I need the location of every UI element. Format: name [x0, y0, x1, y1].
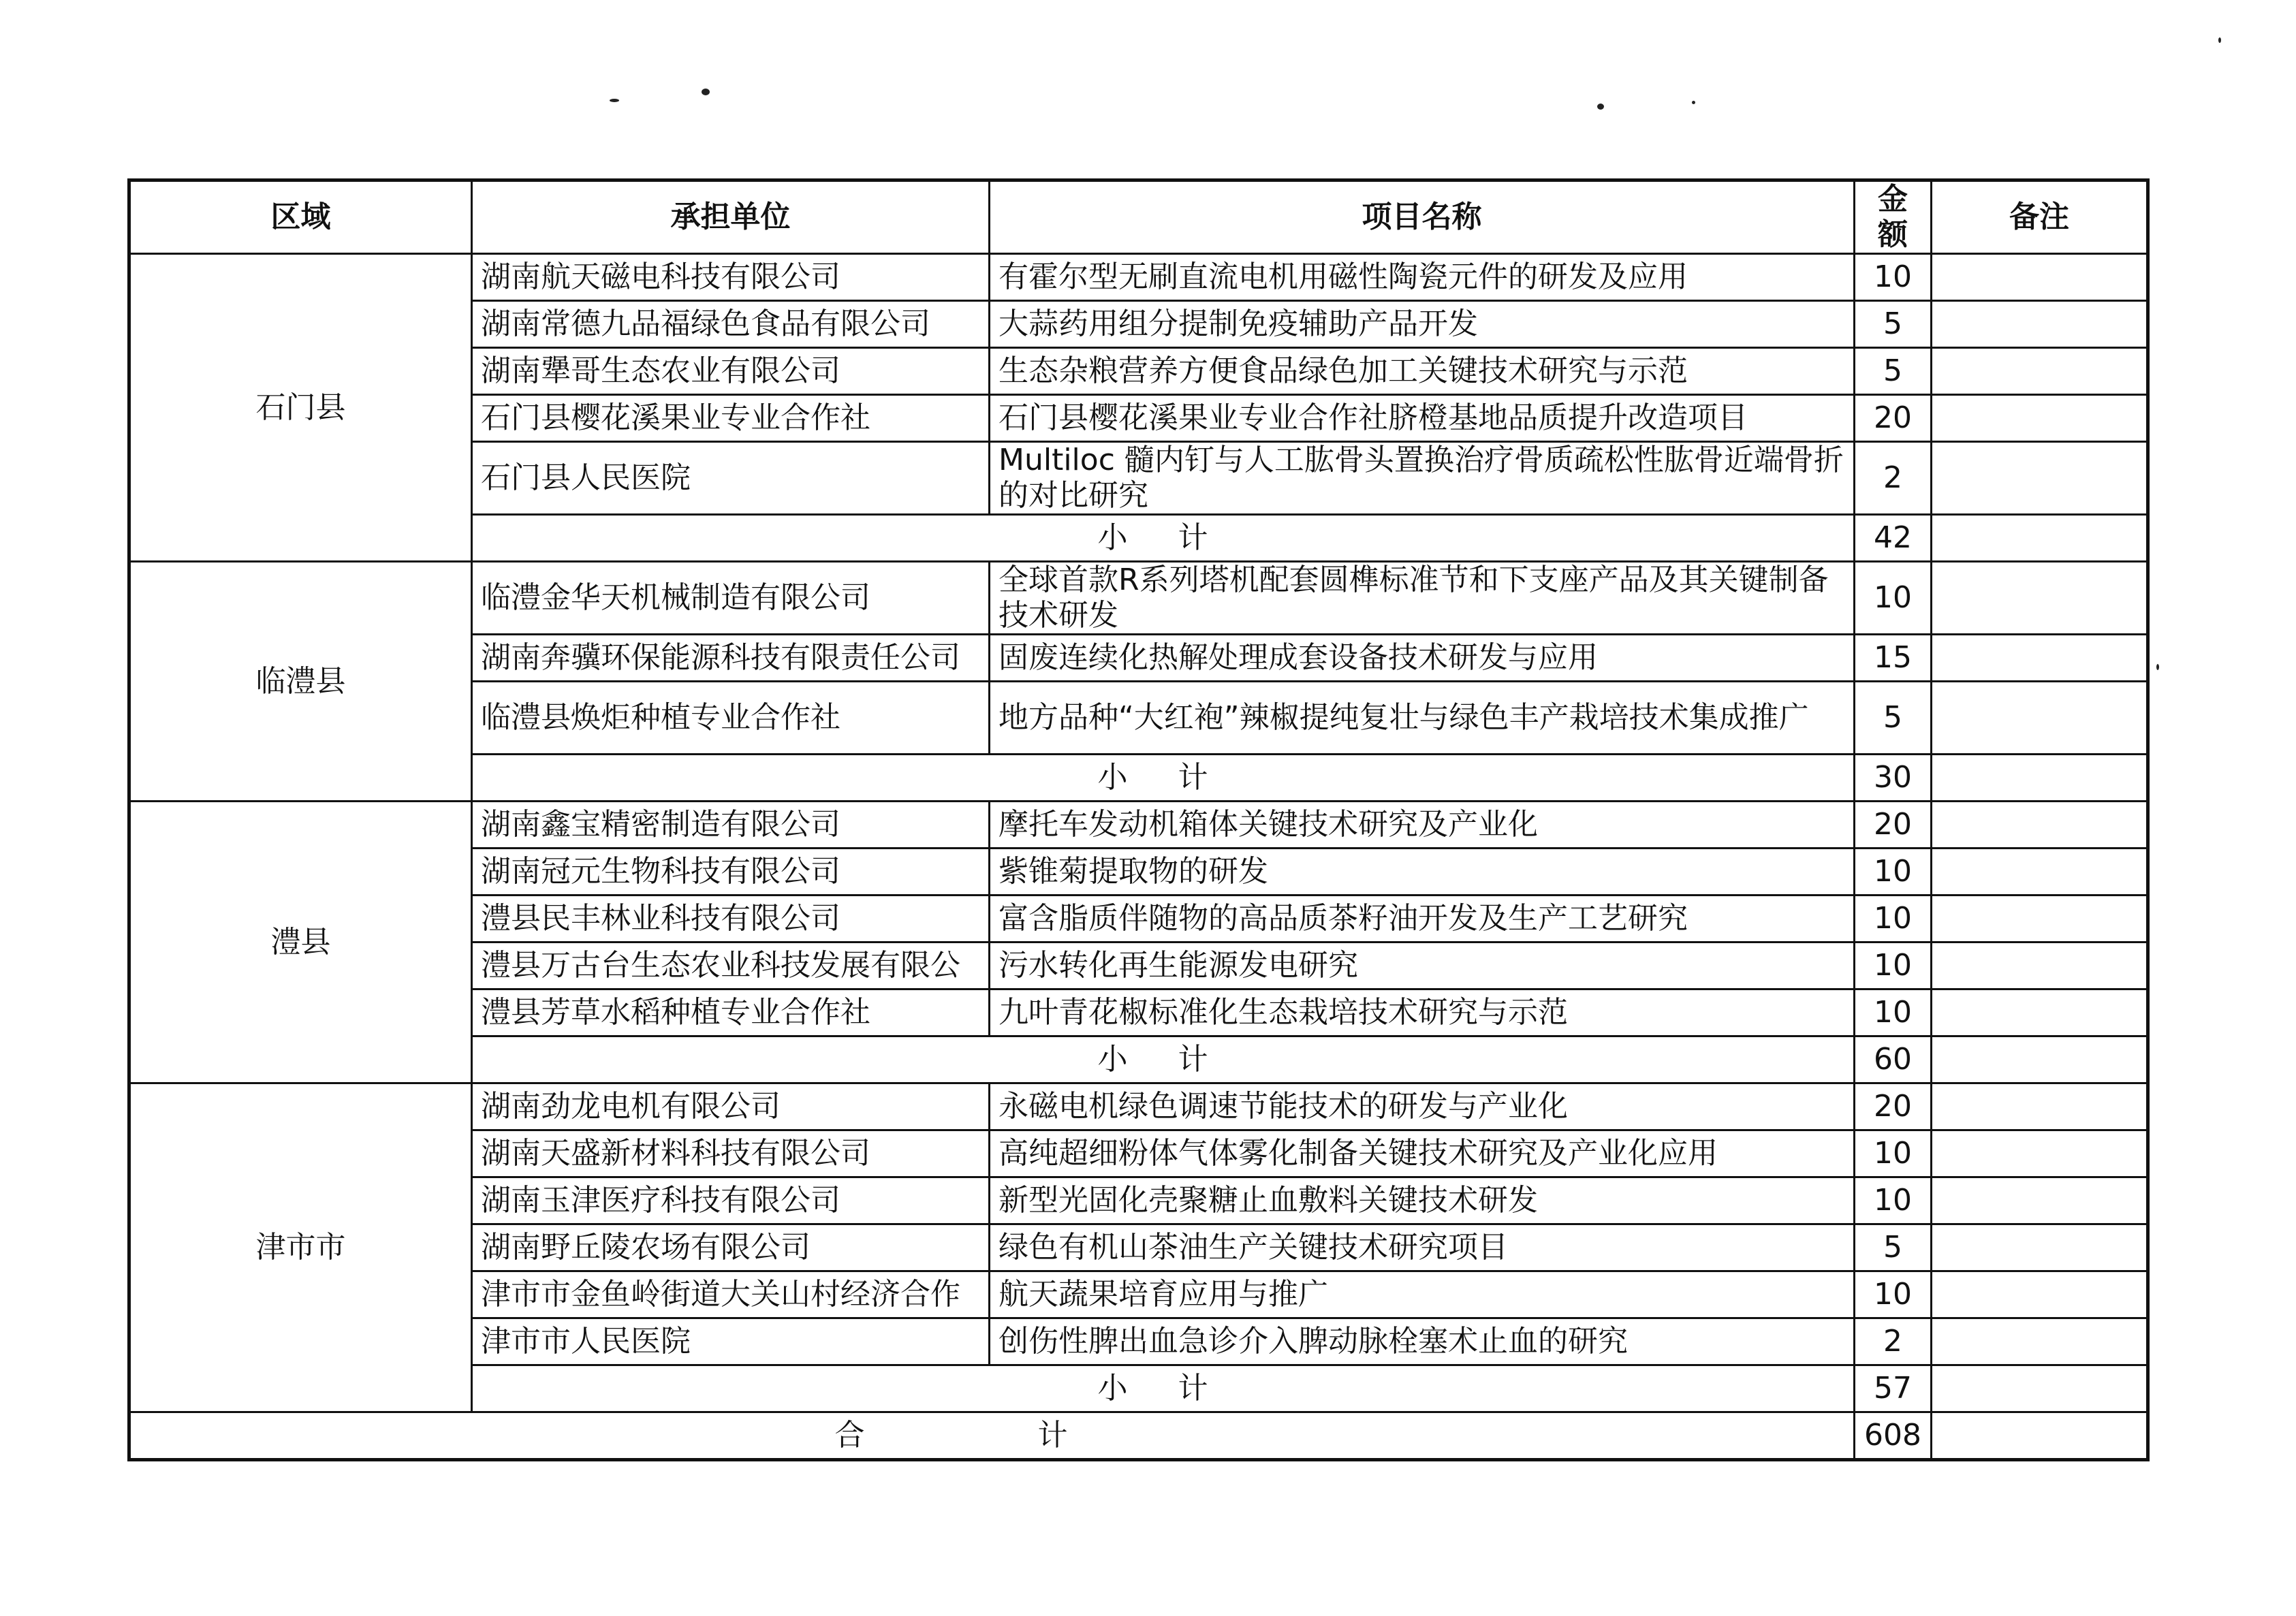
subtotal-label: 小 计 [472, 1365, 1855, 1412]
amount-cell: 15 [1855, 635, 1932, 682]
project-cell: 创伤性脾出血急诊介入脾动脉栓塞术止血的研究 [990, 1318, 1855, 1365]
note-cell [1932, 942, 2148, 989]
note-cell [1932, 849, 2148, 896]
header-region: 区域 [129, 180, 472, 254]
total-label: 合 计 [129, 1412, 1855, 1460]
unit-cell: 湖南野丘陵农场有限公司 [472, 1224, 990, 1271]
note-cell [1932, 1412, 2148, 1460]
note-cell [1932, 682, 2148, 755]
project-cell: 地方品种“大红袍”辣椒提纯复壮与绿色丰产栽培技术集成推广 [990, 682, 1855, 755]
amount-cell: 10 [1855, 1130, 1932, 1177]
amount-cell: 20 [1855, 802, 1932, 849]
amount-cell: 10 [1855, 896, 1932, 942]
unit-cell: 湖南鑫宝精密制造有限公司 [472, 802, 990, 849]
project-cell: Multiloc 髓内钉与人工肱骨头置换治疗骨质疏松性肱骨近端骨折的对比研究 [990, 442, 1855, 515]
unit-cell: 湖南劲龙电机有限公司 [472, 1083, 990, 1130]
scan-speck [1692, 101, 1695, 104]
table-row [129, 254, 2148, 301]
region-cell: 石门县 [129, 254, 472, 562]
subtotal-amount: 42 [1855, 515, 1932, 562]
amount-cell: 10 [1855, 254, 1932, 301]
amount-cell: 5 [1855, 682, 1932, 755]
header-unit: 承担单位 [472, 180, 990, 254]
note-cell [1932, 802, 2148, 849]
unit-cell: 津市市人民医院 [472, 1318, 990, 1365]
note-cell [1932, 1318, 2148, 1365]
unit-cell: 澧县万古台生态农业科技发展有限公 [472, 942, 990, 989]
amount-cell: 10 [1855, 849, 1932, 896]
unit-cell: 石门县樱花溪果业专业合作社 [472, 395, 990, 442]
unit-cell: 湖南犟哥生态农业有限公司 [472, 348, 990, 395]
project-cell: 永磁电机绿色调速节能技术的研发与产业化 [990, 1083, 1855, 1130]
unit-cell: 湖南玉津医疗科技有限公司 [472, 1177, 990, 1224]
note-cell [1932, 755, 2148, 802]
scan-speck [2156, 664, 2159, 670]
note-cell [1932, 1083, 2148, 1130]
scan-speck [1597, 104, 1604, 110]
header-project: 项目名称 [990, 180, 1855, 254]
amount-cell: 2 [1855, 1318, 1932, 1365]
note-cell [1932, 1365, 2148, 1412]
note-cell [1932, 1271, 2148, 1318]
project-cell: 富含脂质伴随物的高品质茶籽油开发及生产工艺研究 [990, 896, 1855, 942]
project-cell: 全球首款R系列塔机配套圆榫标准节和下支座产品及其关键制备技术研发 [990, 562, 1855, 635]
region-cell: 津市市 [129, 1083, 472, 1412]
unit-cell: 临澧金华天机械制造有限公司 [472, 562, 990, 635]
scan-speck [2218, 37, 2221, 43]
total-row [129, 1412, 2148, 1460]
unit-cell: 临澧县焕炬种植专业合作社 [472, 682, 990, 755]
project-cell: 大蒜药用组分提制免疫辅助产品开发 [990, 301, 1855, 348]
project-cell: 航天蔬果培育应用与推广 [990, 1271, 1855, 1318]
table-row [129, 562, 2148, 635]
project-cell: 绿色有机山茶油生产关键技术研究项目 [990, 1224, 1855, 1271]
amount-cell: 20 [1855, 1083, 1932, 1130]
amount-cell: 5 [1855, 301, 1932, 348]
amount-cell: 20 [1855, 395, 1932, 442]
note-cell [1932, 989, 2148, 1036]
note-cell [1932, 1036, 2148, 1083]
note-cell [1932, 1224, 2148, 1271]
unit-cell: 澧县芳草水稻种植专业合作社 [472, 989, 990, 1036]
amount-cell: 10 [1855, 989, 1932, 1036]
project-funding-table [127, 178, 2150, 1461]
total-amount: 608 [1855, 1412, 1932, 1460]
table-row [129, 1083, 2148, 1130]
subtotal-label: 小 计 [472, 755, 1855, 802]
project-cell: 摩托车发动机箱体关键技术研究及产业化 [990, 802, 1855, 849]
subtotal-label: 小 计 [472, 1036, 1855, 1083]
unit-cell: 湖南冠元生物科技有限公司 [472, 849, 990, 896]
unit-cell: 湖南天盛新材料科技有限公司 [472, 1130, 990, 1177]
subtotal-amount: 30 [1855, 755, 1932, 802]
note-cell [1932, 395, 2148, 442]
unit-cell: 湖南奔骥环保能源科技有限责任公司 [472, 635, 990, 682]
project-cell: 高纯超细粉体气体雾化制备关键技术研究及产业化应用 [990, 1130, 1855, 1177]
amount-cell: 10 [1855, 1177, 1932, 1224]
note-cell [1932, 301, 2148, 348]
table-row [129, 802, 2148, 849]
note-cell [1932, 562, 2148, 635]
unit-cell: 澧县民丰林业科技有限公司 [472, 896, 990, 942]
note-cell [1932, 254, 2148, 301]
region-cell: 临澧县 [129, 562, 472, 802]
header-row [129, 180, 2148, 254]
project-cell: 生态杂粮营养方便食品绿色加工关键技术研究与示范 [990, 348, 1855, 395]
unit-cell: 石门县人民医院 [472, 442, 990, 515]
amount-cell: 5 [1855, 1224, 1932, 1271]
amount-cell: 5 [1855, 348, 1932, 395]
project-cell: 固废连续化热解处理成套设备技术研发与应用 [990, 635, 1855, 682]
scan-speck [610, 99, 619, 102]
amount-cell: 2 [1855, 442, 1932, 515]
scan-speck [702, 89, 710, 95]
amount-cell: 10 [1855, 562, 1932, 635]
subtotal-label: 小 计 [472, 515, 1855, 562]
subtotal-amount: 57 [1855, 1365, 1932, 1412]
project-cell: 污水转化再生能源发电研究 [990, 942, 1855, 989]
project-cell: 新型光固化壳聚糖止血敷料关键技术研发 [990, 1177, 1855, 1224]
header-amount: 金额 [1855, 180, 1932, 254]
note-cell [1932, 1177, 2148, 1224]
unit-cell: 津市市金鱼岭街道大关山村经济合作 [472, 1271, 990, 1318]
subtotal-amount: 60 [1855, 1036, 1932, 1083]
project-cell: 紫锥菊提取物的研发 [990, 849, 1855, 896]
note-cell [1932, 1130, 2148, 1177]
note-cell [1932, 896, 2148, 942]
amount-cell: 10 [1855, 942, 1932, 989]
note-cell [1932, 635, 2148, 682]
amount-cell: 10 [1855, 1271, 1932, 1318]
unit-cell: 湖南常德九品福绿色食品有限公司 [472, 301, 990, 348]
project-cell: 石门县樱花溪果业专业合作社脐橙基地品质提升改造项目 [990, 395, 1855, 442]
note-cell [1932, 348, 2148, 395]
project-cell: 有霍尔型无刷直流电机用磁性陶瓷元件的研发及应用 [990, 254, 1855, 301]
unit-cell: 湖南航天磁电科技有限公司 [472, 254, 990, 301]
region-cell: 澧县 [129, 802, 472, 1083]
note-cell [1932, 515, 2148, 562]
note-cell [1932, 442, 2148, 515]
project-cell: 九叶青花椒标准化生态栽培技术研究与示范 [990, 989, 1855, 1036]
header-note: 备注 [1932, 180, 2148, 254]
